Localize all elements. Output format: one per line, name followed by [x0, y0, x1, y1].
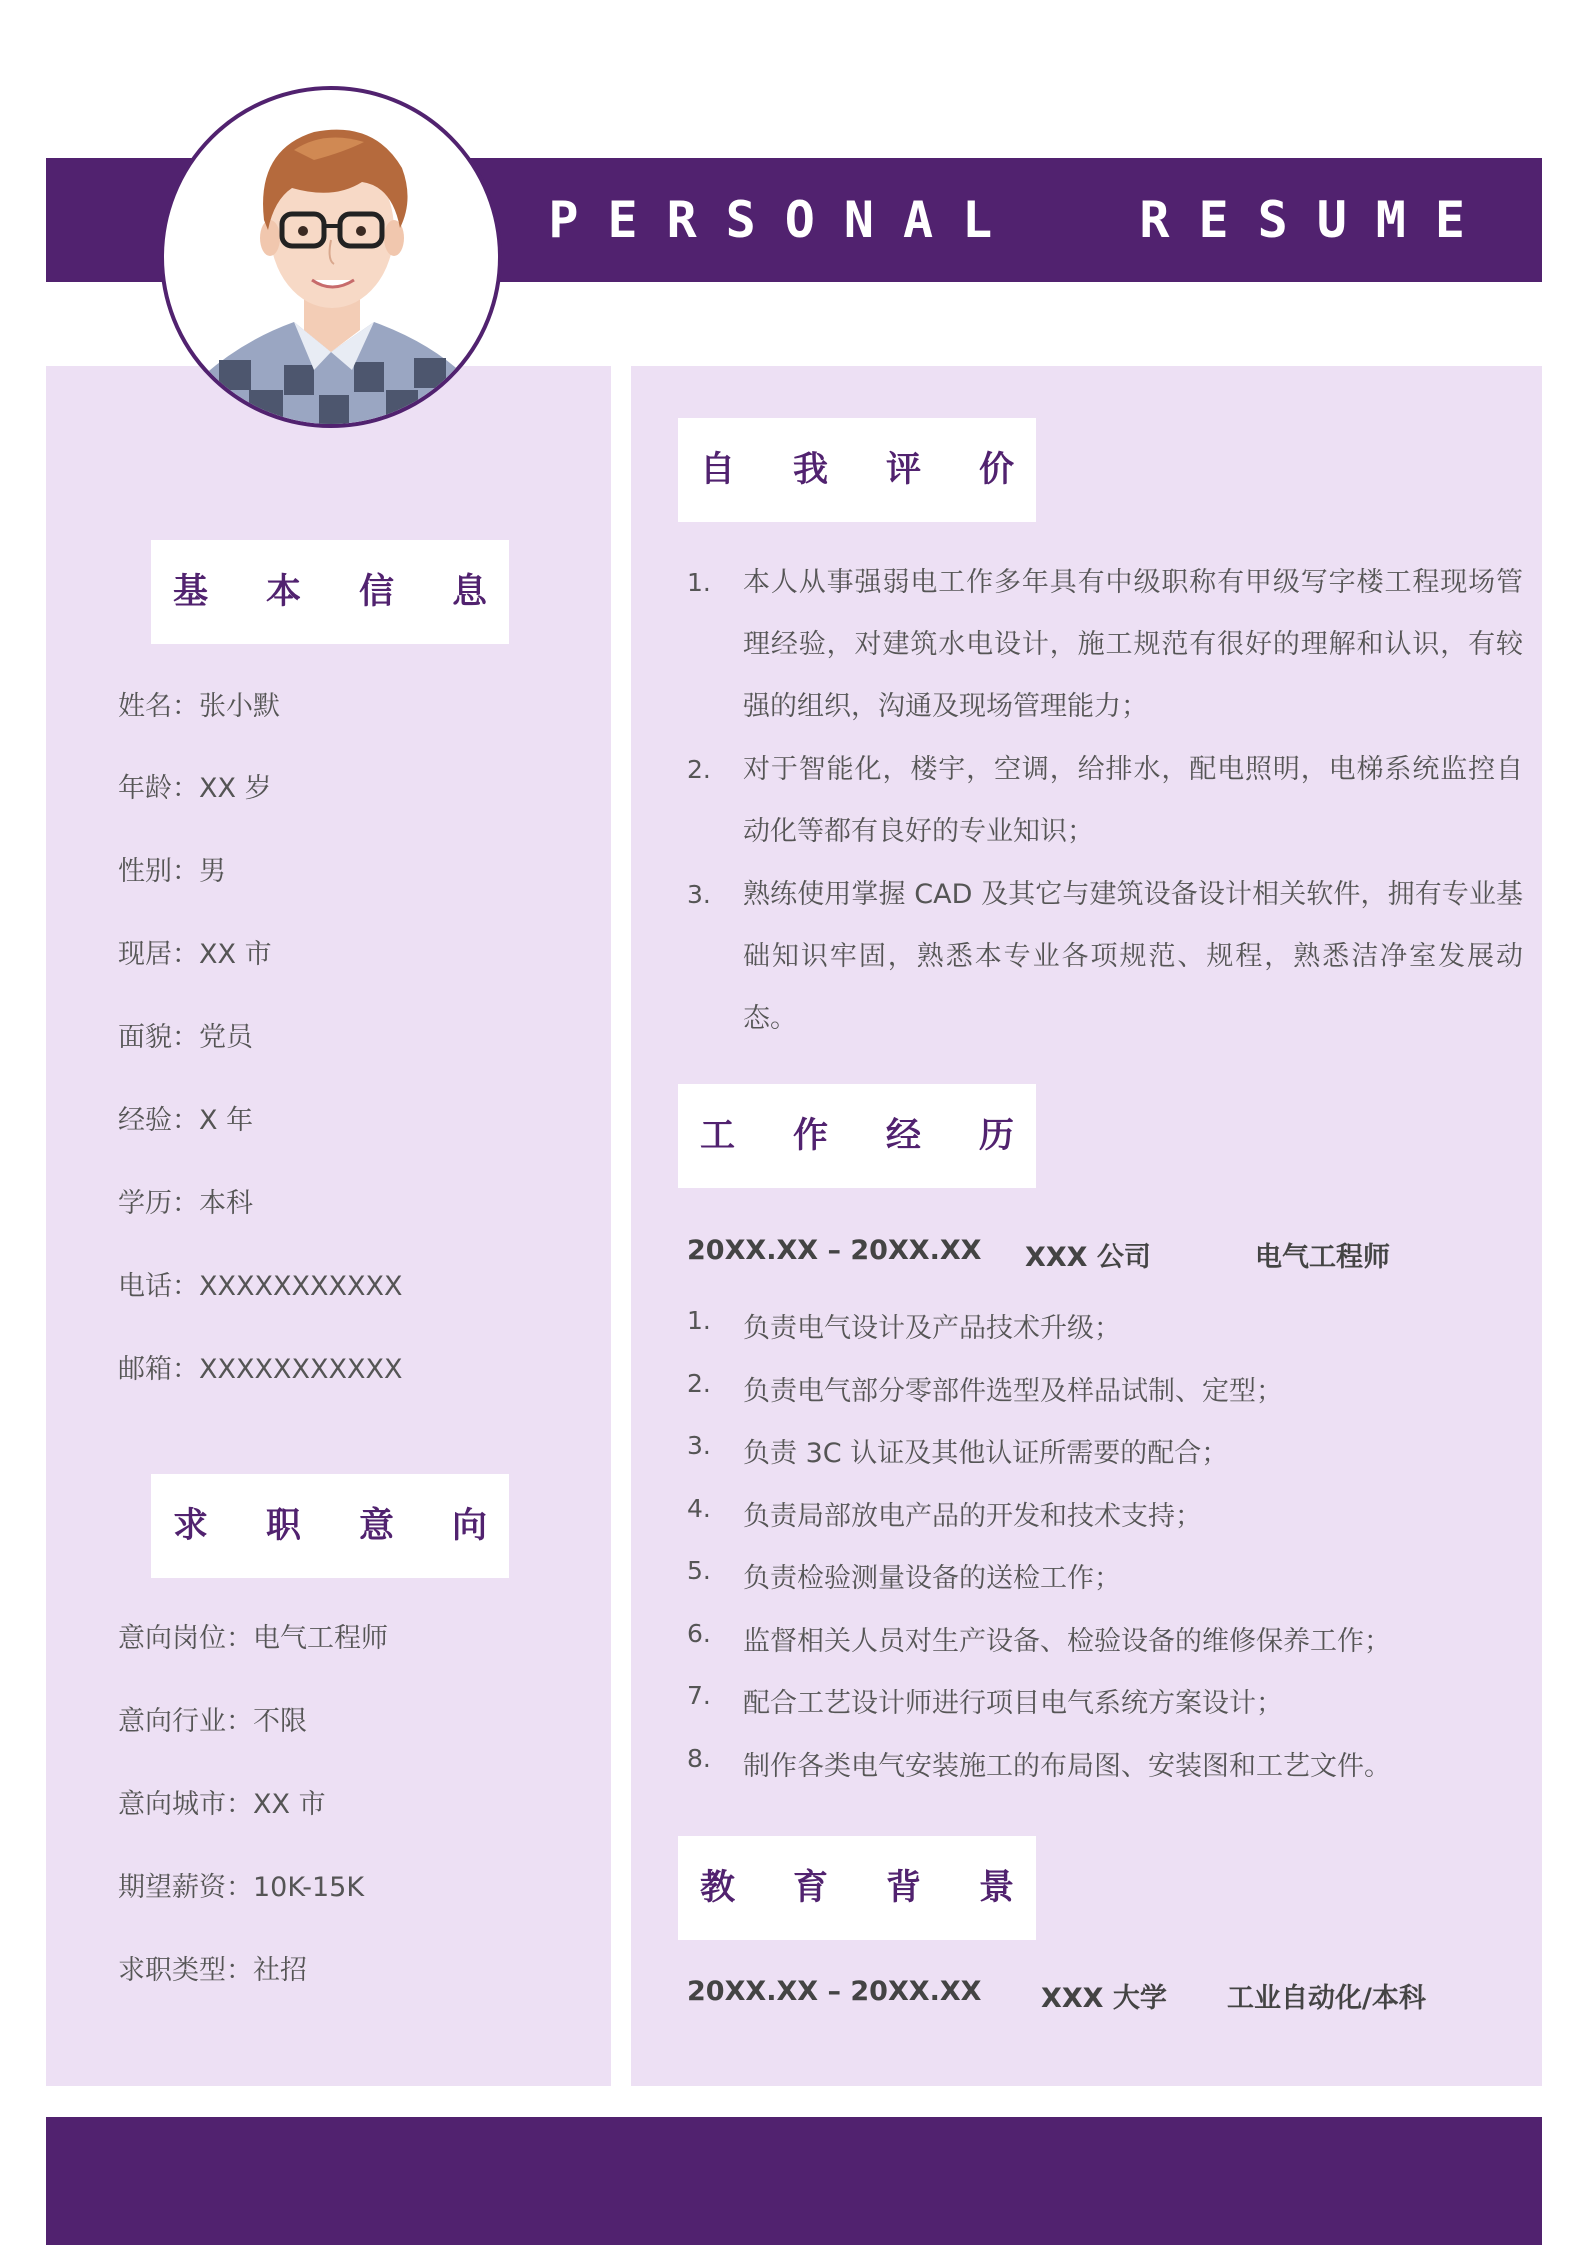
work-duty-text: 负责 3C 认证及其他认证所需要的配合；	[743, 1438, 1229, 1469]
job-intent-title: 求职意向	[151, 1474, 509, 1578]
self-eval-item	[687, 864, 1523, 1054]
work-summary	[687, 1235, 1507, 1275]
left-panel	[46, 366, 611, 2086]
work-duty-text: 负责电气设计及产品技术升级；	[743, 1313, 1121, 1344]
list-number: 6.	[687, 1619, 711, 1648]
list-number: 3.	[687, 1431, 711, 1460]
info-education: 学历：本科	[118, 1188, 253, 1219]
education-period: 20XX.XX – 20XX.XX	[687, 1976, 982, 2007]
info-experience: 经验：X 年	[118, 1105, 254, 1136]
work-duty-text: 负责电气部分零部件选型及样品试制、定型；	[743, 1376, 1283, 1407]
education-school: XXX 大学	[1041, 1983, 1167, 2014]
info-residence: 现居：XX 市	[118, 939, 272, 970]
list-number: 1.	[687, 568, 711, 597]
avatar-illustration	[164, 90, 498, 424]
intent-salary: 期望薪资：10K-15K	[118, 1872, 365, 1903]
work-duty-text: 制作各类电气安装施工的布局图、安装图和工艺文件。	[743, 1751, 1391, 1782]
education-title: 教育背景	[678, 1836, 1036, 1940]
self-eval-text: 对于智能化，楼宇，空调，给排水，配电照明，电梯系统监控自动化等都有良好的专业知识；	[743, 754, 1523, 847]
work-duty-text: 配合工艺设计师进行项目电气系统方案设计；	[743, 1688, 1283, 1719]
work-period: 20XX.XX – 20XX.XX	[687, 1235, 982, 1266]
list-number: 5.	[687, 1556, 711, 1585]
work-company: XXX 公司	[1025, 1242, 1151, 1273]
info-name: 姓名：张小默	[118, 691, 280, 722]
work-position: 电气工程师	[1255, 1242, 1390, 1273]
intent-position: 意向岗位：电气工程师	[118, 1623, 388, 1654]
intent-city: 意向城市：XX 市	[118, 1789, 326, 1820]
self-eval-title: 自我评价	[678, 418, 1036, 522]
info-age: 年龄：XX 岁	[118, 773, 272, 804]
work-title: 工作经历	[678, 1084, 1036, 1188]
resume-title: PERSONAL RESUME	[548, 191, 1494, 249]
list-number: 2.	[687, 1369, 711, 1398]
work-duty-text: 负责局部放电产品的开发和技术支持；	[743, 1501, 1202, 1532]
list-number: 8.	[687, 1744, 711, 1773]
right-panel	[631, 366, 1542, 2086]
self-eval-text: 本人从事强弱电工作多年具有中级职称有甲级写字楼工程现场管理经验，对建筑水电设计，施工规范有很好的理解和认识，有较强的组织，沟通及现场管理能力；	[743, 567, 1523, 722]
basic-info-title: 基本信息	[151, 540, 509, 644]
education-summary	[687, 1976, 1507, 2016]
list-number: 7.	[687, 1681, 711, 1710]
footer-bar	[46, 2117, 1542, 2245]
list-number: 4.	[687, 1494, 711, 1523]
work-duty-text: 负责检验测量设备的送检工作；	[743, 1563, 1121, 1594]
info-gender: 性别：男	[118, 856, 226, 887]
info-phone: 电话：XXXXXXXXXXX	[118, 1271, 403, 1302]
list-number: 2.	[687, 755, 711, 784]
self-eval-text: 熟练使用掌握 CAD 及其它与建筑设备设计相关软件，拥有专业基础知识牢固，熟悉本专业各项规范、规程，熟悉洁净室发展动态。	[743, 879, 1523, 1034]
education-major: 工业自动化/本科	[1227, 1983, 1426, 2014]
self-eval-item	[687, 552, 1523, 742]
list-number: 3.	[687, 880, 711, 909]
avatar	[160, 86, 502, 428]
intent-industry: 意向行业：不限	[118, 1706, 307, 1737]
self-eval-item	[687, 739, 1523, 867]
intent-type: 求职类型：社招	[118, 1955, 307, 1986]
info-email: 邮箱：XXXXXXXXXXX	[118, 1354, 403, 1385]
info-politics: 面貌：党员	[118, 1022, 253, 1053]
work-duty-text: 监督相关人员对生产设备、检验设备的维修保养工作；	[743, 1626, 1391, 1657]
list-number: 1.	[687, 1306, 711, 1335]
